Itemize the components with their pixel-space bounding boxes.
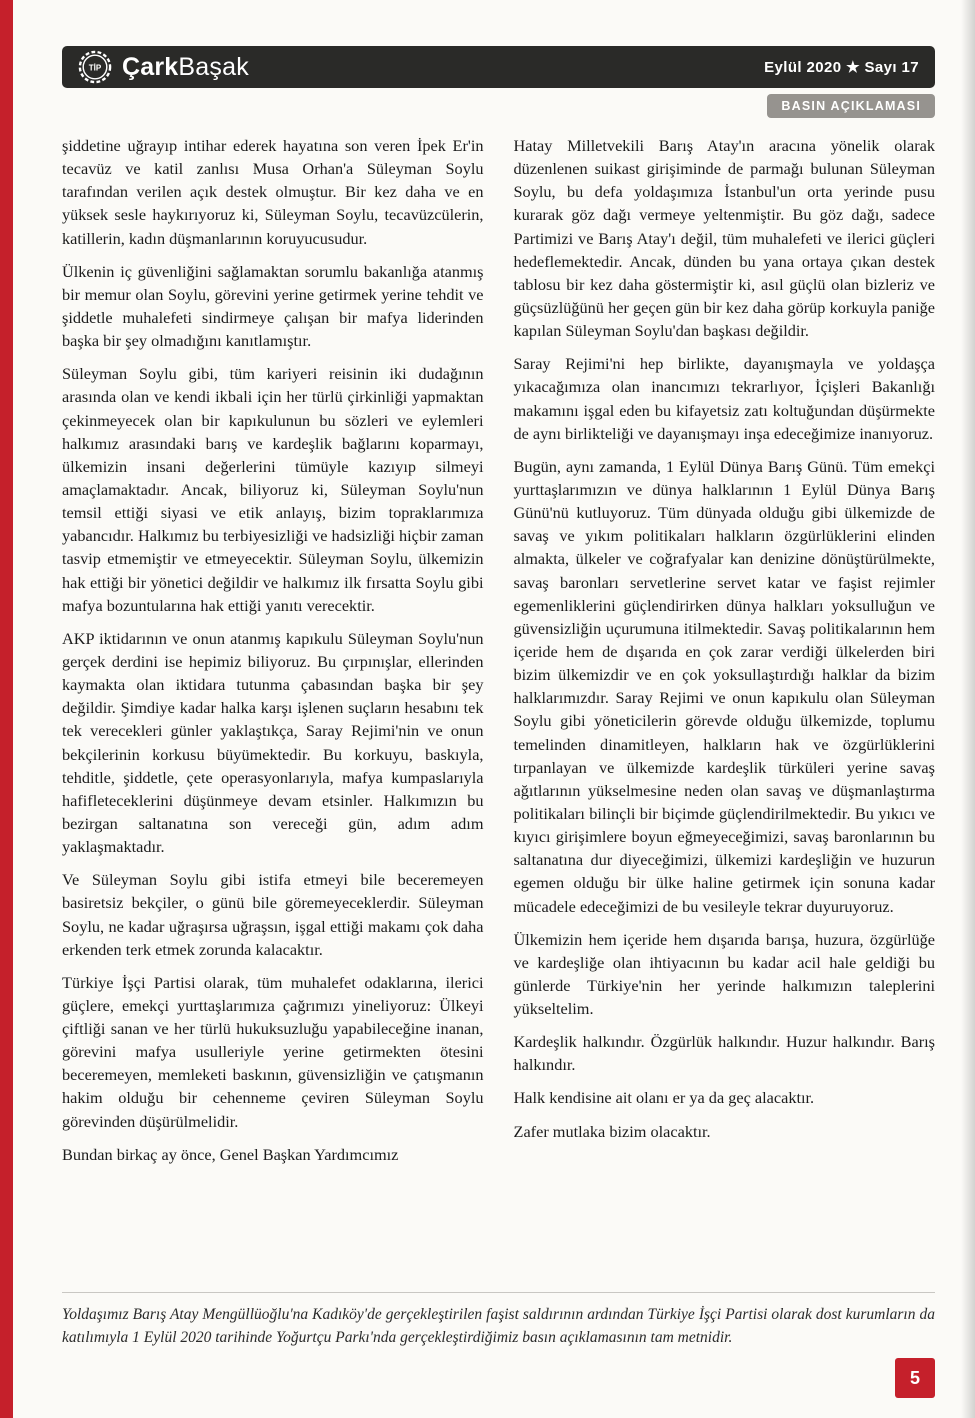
paragraph: Ve Süleyman Soylu gibi istifa etmeyi bile beceremeyen basiretsiz bekçiler, o günü bile göremeyeceklerdir. Süleyman Soylu, ne kadar uğraşırsa uğraşsın, işgal ettiği makamı çok daha erkenden terk etmek zorunda kalacaktır.: [62, 870, 484, 959]
paragraph: Kardeşlik halkındır. Özgürlük halkındır. Huzur halkındır. Barış halkındır.: [513, 1032, 935, 1075]
article-body: [62, 134, 935, 1176]
paragraph: Zafer mutlaka bizim olacaktır.: [513, 1121, 711, 1141]
press-release-badge: BASIN AÇIKLAMASI: [767, 94, 935, 118]
paragraph: Hatay Milletvekili Barış Atay'ın aracına yönelik olarak düzenlenen suikast girişiminde de parmağı bulunan Süleyman Soylu, bu defa yoldaşımıza İstanbul'un orta yerinde pusu kurarak göz dağı vermeye yeltenmiştir. Bu göz dağı, sadece Partimizi ve Barış Atay'ı değil, tüm muhalefeti ve ilerici güçleri hedeflemektedir. Ancak, dünden bu yana ortaya çıkan destek tablosu bir kez daha göstermiştir ki, asıl güçlü olan bizleriz ve güçsüzlüğünü her geçen gün bir kez daha görüp korkuyla paniğe kapılan Süleyman Soylu'dan başkası değildir.: [513, 136, 935, 341]
paragraph: AKP iktidarının ve onun atanmış kapıkulu Süleyman Soylu'nun gerçek derdini ise hepimiz biliyoruz. Bu çırpınışlar, ellerinden kaymakta olan iktidara tutunma çabasından başka bir şey değildir. Şimdiye kadar halka karşı işlenen suçların hesabını tek tek verecekleri günler yaklaştıkça, Saray Rejimi'nin ve onun bekçilerinin korkusu büyümektedir. Bu korkuyu, baskıyla, tehditle, şiddetle, çete operasyonlarıyla, mafya kumpaslarıyla hafifleteceklerini düşünmeye devam etsinler. Halkımızın bu bezirgan saltanatına son vereceği gün, adım adım yaklaşmaktadır.: [62, 628, 484, 857]
page-edge-shadow: [961, 0, 975, 1418]
column-right: [514, 134, 936, 1176]
paragraph: şiddetine uğrayıp intihar ederek hayatına son veren İpek Er'in tecavüz ve katil zanlısı Musa Orhan'a Süleyman Soylu tarafından verilen açık destek olmuştur. Bir kez daha ve en yüksek sesle haykırıyoruz ki, Süleyman Soylu, tecavüzcülerin, katillerin, kadın düşmanlarının koruyucusudur.: [62, 136, 484, 248]
header-bar: [62, 46, 935, 88]
paragraph: Türkiye İşçi Partisi olarak, tüm muhalefet odaklarına, ilerici güçlere, emekçi yurttaşlarımıza çağrımızı yineliyoruz: Ülkeyi çiftliği sanan ve her türlü hukuksuzluğu yapabileceğine inanan, görevini mafya usulleriyle yerine getirmekten ötesini beceremeyen, memleketi baskının, güvensizliğin ve çatışmanın hakim olduğu bir cehenneme çeviren Süleyman Soylu görevinden düşürülmelidir.: [62, 972, 484, 1131]
left-accent-strip: [0, 0, 13, 1418]
paragraph: Bugün, aynı zamanda, 1 Eylül Dünya Barış Günü. Tüm emekçi yurttaşlarımızın ve dünya halklarının 1 Eylül Dünya Barış Günü'nü kutluyoruz. Tüm dünyada olduğu gibi ülkemizde de savaş ve yıkım politikaları halkların özgürlüklerini elinden almakta, ülkeler ve coğrafyalar kan denizine dönüştürülmekte, savaş baronları servetlerine servet katar ve faşist rejimler egemenliklerini güçlendirirken dünya halkları yoksulluğun ve güvensizliğin uçurumuna itilmektedir. Savaş politikalarının hem içeride hem de dışarıda en çok zarar verdiği ülkelerden biri bizim ülkemizdir ve en çok yoksullaştırdığı halklar da bizim halklarımızdır. Saray Rejimi ve onun kapıkulu olan Süleyman Soylu gibi yöneticilerin görevde olduğu ülkemizde, toplumu temelinden dinamitleyen, halkların hak ve özgürlüklerini tırpanlayan ve ülkemizde kardeşlik türküleri yerine savaş ağıtlarının yükselmesine neden olan savaş ve düşmanlaştırma politikaları bilinçli bir biçimde güçlendirilmektedir. Bu yıkıcı ve kıyıcı girişimlere boyun eğmeyeceğimizi, savaş baronlarının bu saltanatına dur diyeceğimizi, ülkemizi kardeşliğin ve huzurun egemen olduğu bir ülke haline getirmek için sonuna kadar mücadele edeceğimizi de bu vesileyle tekrar duyuruyoruz.: [513, 456, 935, 916]
page-number-badge: 5: [895, 1358, 935, 1398]
brand-light-part: Başak: [178, 52, 249, 81]
paragraph: Ülkenin iç güvenliğini sağlamaktan sorumlu bakanlığa atanmış bir memur olan Soylu, görevini yerine getirmek yerine tehdit ve şiddetle muhalefeti sindirmeye çalışan bir mafya liderinden başka bir şey olmadığını kanıtlamıştır.: [62, 261, 484, 351]
logo-text: TİP: [88, 63, 102, 73]
column-left: [62, 134, 484, 1176]
paragraph: Ülkemizin hem içeride hem dışarıda barışa, huzura, özgürlüğe ve kardeşliğe olan ihtiyacının bu kadar acil hale geldiği bu günlerde Türkiye'nin her yerinde halkımızın taleplerini yükseltelim.: [513, 929, 935, 1019]
issue-info: Eylül 2020 ★ Sayı 17: [764, 59, 919, 76]
paragraph: Saray Rejimi'ni hep birlikte, dayanışmayla ve yoldaşça yıkacağımıza olan inancımızı tekrarlıyor, İçişleri Bakanlığı makamını işgal eden bu kifayetsiz zatı koltuğundan düşürmekte de aynı birlikteliği ve dayanışmayı inşa edeceğimize inanıyoruz.: [513, 354, 935, 443]
paragraph: Süleyman Soylu gibi, tüm kariyeri reisinin iki dudağının arasında olan ve kendi ikbali için her türlü çirkinliği yapmaktan çekinmeyecek olan bir kapıkulunun bu sözleri ve eylemleri halkımız arasındaki barış ve kardeşlik bağlarını koparmayı, ülkemizin insani değerlerini tümüyle kazıyıp silmeyi amaçlamaktadır. Ancak, biliyoruz ki, Süleyman Soylu'nun temsil ettiği siyasi ve etik anlayış, bizim topraklarımıza yabancıdır. Halkımız bu terbiyesizliği ve hadsizliği hiçbir zaman tasvip etmemiştir ve etmeyecektir. Süleyman Soylu, ülkemizin hak ettiği bir yönetici değildir ve halkımız ilk fırsatta Soylu gibi mafya bozuntularına hak ettiği yanıtı verecektir.: [62, 364, 484, 615]
paragraph: Bundan birkaç ay önce, Genel Başkan Yardımcımız: [62, 1144, 399, 1164]
footer-note: Yoldaşımız Barış Atay Mengüllüoğlu'na Kadıköy'de gerçekleştirilen faşist saldırının ardından Türkiye İşçi Partisi olarak dost kurumların da katılımıyla 1 Eylül 2020 tarihinde Yoğurtçu Parkı'nda gerçekleştirdiğimiz basın açıklamasının tam metnidir.: [62, 1292, 935, 1350]
paragraph: Halk kendisine ait olanı er ya da geç alacaktır.: [513, 1088, 815, 1108]
brand-name: [122, 53, 249, 82]
tip-gear-logo-icon: [78, 50, 112, 84]
brand-bold-part: Çark: [122, 52, 179, 81]
